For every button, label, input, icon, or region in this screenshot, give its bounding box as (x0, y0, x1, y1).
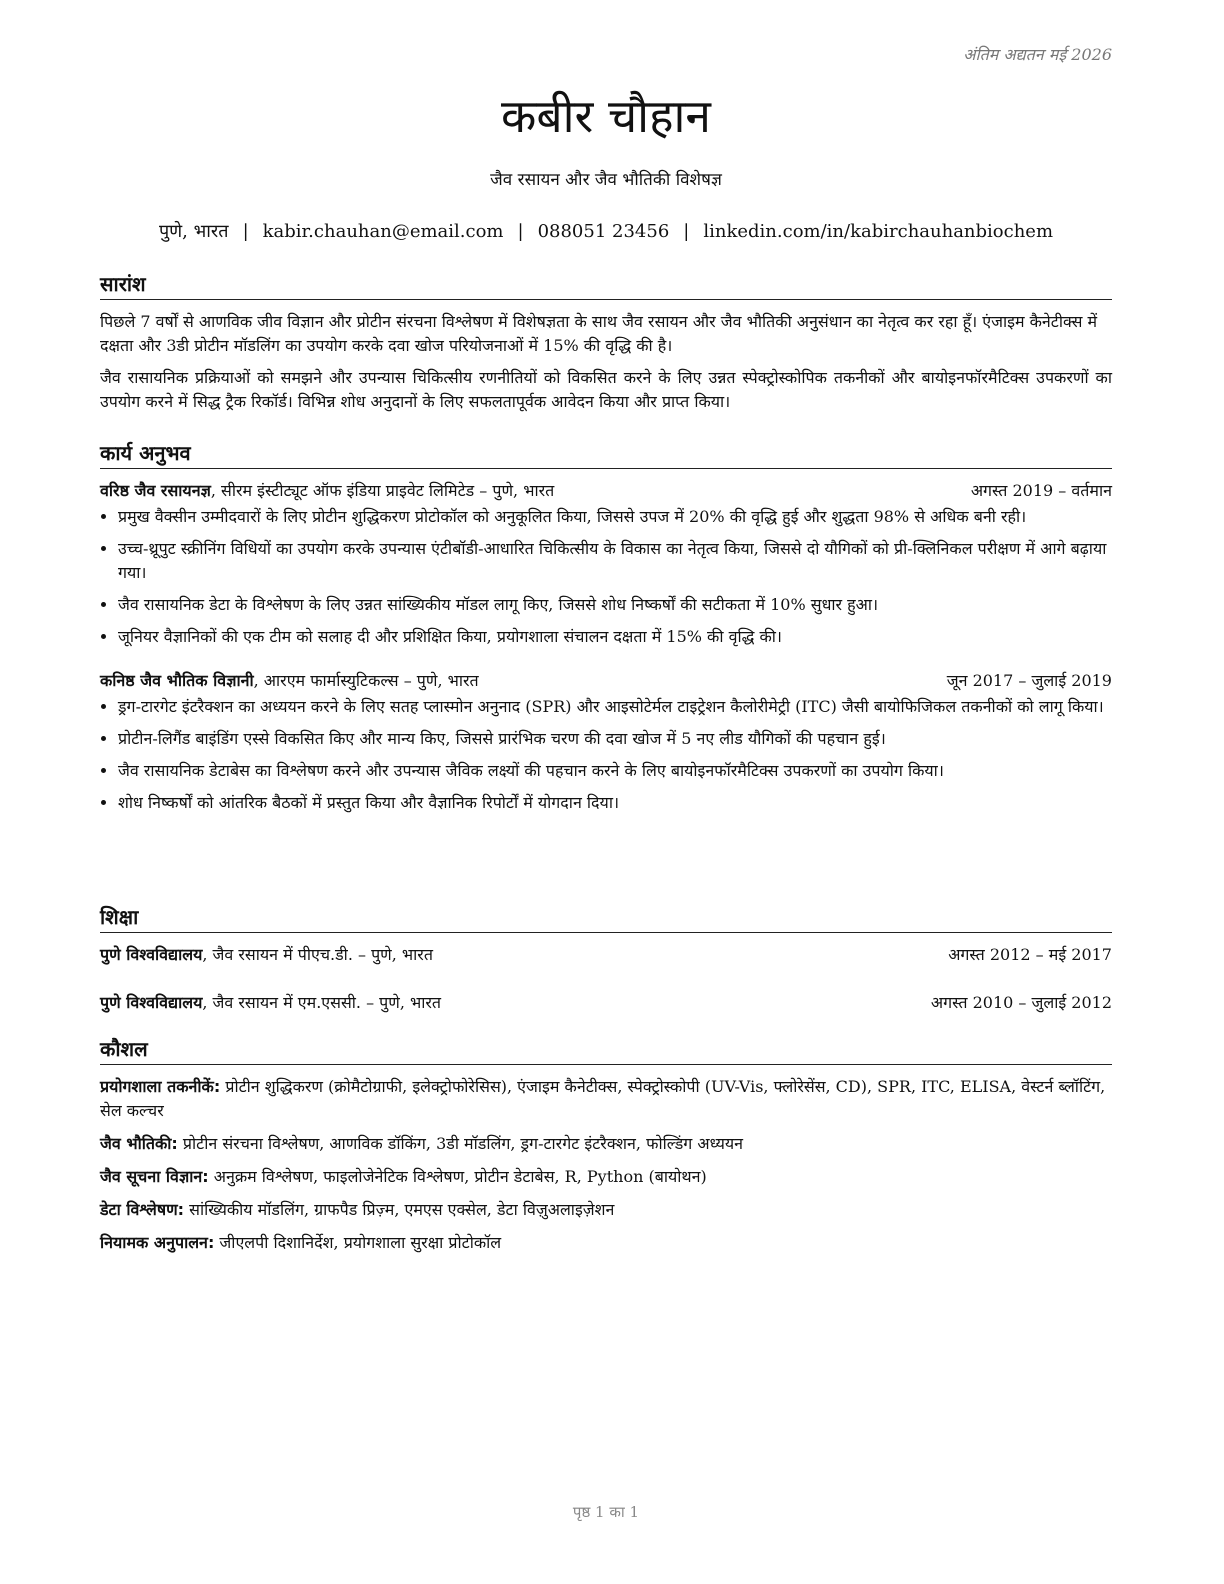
contact-phone[interactable]: 088051 23456 (537, 221, 670, 242)
experience-heading: कार्य अनुभव (100, 439, 1112, 469)
skill-text: जीएलपी दिशानिर्देश, प्रयोगशाला सुरक्षा प्रोटोकॉल (214, 1233, 502, 1252)
page-number: पृष्ठ 1 का 1 (572, 1503, 640, 1521)
education-heading: शिक्षा (100, 903, 1112, 933)
job-bullet: • प्रमुख वैक्सीन उम्मीदवारों के लिए प्रोटीन शुद्धिकरण प्रोटोकॉल को अनुकूलित किया, जिससे उपज में 20% की वृद्धि हुई और शुद्धता 98% से अधिक बनी रही। (118, 505, 1112, 529)
job-entry (100, 479, 1112, 649)
skill-row (100, 1198, 1112, 1222)
job-header (100, 669, 1112, 693)
job-role: वरिष्ठ जैव रसायनज्ञ (100, 481, 211, 500)
education-school: पुणे विश्वविद्यालय (100, 993, 203, 1012)
summary-paragraph: पिछले 7 वर्षों से आणविक जीव विज्ञान और प्रोटीन संरचना विश्लेषण में विशेषज्ञता के साथ जैव रसायन और जैव भौतिकी अनुसंधान का नेतृत्व कर रहा हूँ। एंजाइम कैनेटीक्स में दक्षता और 3डी प्रोटीन मॉडलिंग का उपयोग करके दवा खोज परियोजनाओं में 15% की वृद्धि की है। (100, 312, 1098, 355)
contact-separator: | (242, 221, 249, 242)
education-school: पुणे विश्वविद्यालय (100, 945, 203, 964)
skill-label: प्रयोगशाला तकनीकें: (100, 1077, 221, 1096)
skill-text: प्रोटीन शुद्धिकरण (क्रोमैटोग्राफी, इलेक्ट्रोफोरेसिस), एंजाइम कैनेटीक्स, स्पेक्ट्रोस्कोपी (UV-Vis, फ्लोरेसेंस, CD), SPR, ITC, ELISA, वेस्टर्न ब्लॉटिंग, सेल कल्चर (100, 1077, 1106, 1120)
education-dates: अगस्त 2010 – जुलाई 2012 (930, 993, 1112, 1012)
job-bullets (100, 695, 1112, 815)
education-section (100, 903, 1112, 1039)
last-updated: अंतिम अद्यतन मई 2026 (963, 45, 1112, 64)
job-bullet: • ड्रग-टारगेट इंटरैक्शन का अध्ययन करने के लिए सतह प्लास्मोन अनुनाद (SPR) और आइसोटेर्मल टाइट्रेशन कैलोरीमेट्री (ITC) जैसी बायोफिजिकल तकनीकों को लागू किया। (118, 695, 1112, 719)
education-degree: , जैव रसायन में पीएच.डी. – पुणे, भारत (202, 945, 433, 964)
contact-linkedin[interactable]: linkedin.com/in/kabirchauhanbiochem (703, 221, 1054, 242)
education-entry (100, 991, 1112, 1015)
skill-text: अनुक्रम विश्लेषण, फाइलोजेनेटिक विश्लेषण, प्रोटीन डेटाबेस, R, Python (बायोथन) (208, 1167, 707, 1186)
job-header (100, 479, 1112, 503)
job-entry (100, 669, 1112, 815)
skill-row (100, 1231, 1112, 1255)
skill-text: प्रोटीन संरचना विश्लेषण, आणविक डॉकिंग, 3डी मॉडलिंग, ड्रग-टारगेट इंटरैक्शन, फोल्डिंग अध्ययन (177, 1134, 744, 1153)
resume-page (100, 0, 1112, 1584)
job-bullet: • शोध निष्कर्षों को आंतरिक बैठकों में प्रस्तुत किया और वैज्ञानिक रिपोर्टों में योगदान दिया। (118, 791, 1112, 815)
job-bullets (100, 505, 1112, 649)
skill-label: जैव सूचना विज्ञान: (100, 1167, 209, 1186)
job-bullet: • जूनियर वैज्ञानिकों की एक टीम को सलाह दी और प्रशिक्षित किया, प्रयोगशाला संचालन दक्षता में 15% की वृद्धि की। (118, 625, 1112, 649)
job-bullet: • उच्च-थ्रूपुट स्क्रीनिंग विधियों का उपयोग करके उपन्यास एंटीबॉडी-आधारित चिकित्सीय के विकास का नेतृत्व किया, जिससे दो यौगिकों को प्री-क्लिनिकल परीक्षण में आगे बढ़ाया गया। (118, 537, 1112, 585)
summary-section (100, 270, 1112, 422)
education-entry (100, 943, 1112, 967)
skill-row (100, 1132, 1112, 1156)
job-bullet: • जैव रासायनिक डेटाबेस का विश्लेषण करने और उपन्यास जैविक लक्ष्यों की पहचान करने के लिए बायोइनफॉरमैटिक्स उपकरणों का उपयोग किया। (118, 759, 1112, 783)
experience-section (100, 439, 1112, 823)
skill-row (100, 1165, 1112, 1189)
skills-section (100, 1035, 1112, 1264)
summary-paragraph: जैव रासायनिक प्रक्रियाओं को समझने और उपन्यास चिकित्सीय रणनीतियों को विकसित करने के लिए उन्नत स्पेक्ट्रोस्कोपिक तकनीकों और बायोइनफॉरमैटिक्स उपकरणों का उपयोग करने में सिद्ध ट्रैक रिकॉर्ड। विभिन्न शोध अनुदानों के लिए सफलतापूर्वक आवेदन किया और प्राप्त किया। (100, 368, 1112, 411)
job-bullet: • प्रोटीन-लिगैंड बाइंडिंग एस्से विकसित किए और मान्य किए, जिससे प्रारंभिक चरण की दवा खोज में 5 नए लीड यौगिकों की पहचान हुई। (118, 727, 1112, 751)
skill-text: सांख्यिकीय मॉडलिंग, ग्राफपैड प्रिज़्म, एमएस एक्सेल, डेटा विज़ुअलाइज़ेशन (184, 1200, 615, 1219)
skill-row (100, 1075, 1112, 1123)
job-role: कनिष्ठ जैव भौतिक विज्ञानी (100, 671, 254, 690)
job-dates: अगस्त 2019 – वर्तमान (970, 481, 1112, 500)
job-bullet: • जैव रासायनिक डेटा के विश्लेषण के लिए उन्नत सांख्यिकीय मॉडल लागू किए, जिससे शोध निष्कर्षों की सटीकता में 10% सुधार हुआ। (118, 593, 1112, 617)
education-dates: अगस्त 2012 – मई 2017 (948, 945, 1112, 964)
contact-separator: | (517, 221, 524, 242)
candidate-subtitle: जैव रसायन और जैव भौतिकी विशेषज्ञ (490, 170, 722, 190)
skill-label: नियामक अनुपालन: (100, 1233, 215, 1252)
contact-location: पुणे, भारत (158, 221, 229, 242)
job-org: , आरएम फार्मास्युटिकल्स – पुणे, भारत (253, 671, 479, 690)
job-org: , सीरम इंस्टीट्यूट ऑफ इंडिया प्राइवेट लिमिटेड – पुणे, भारत (210, 481, 555, 500)
job-dates: जून 2017 – जुलाई 2019 (946, 671, 1112, 690)
skill-label: डेटा विश्लेषण: (100, 1200, 185, 1219)
education-degree: , जैव रसायन में एम.एससी. – पुणे, भारत (202, 993, 442, 1012)
contact-email[interactable]: kabir.chauhan@email.com (262, 221, 504, 242)
summary-heading: सारांश (100, 270, 1112, 300)
contact-separator: | (683, 221, 690, 242)
contact-line (100, 219, 1112, 243)
candidate-name: कबीर चौहान (501, 89, 711, 143)
skill-label: जैव भौतिकी: (100, 1134, 178, 1153)
skills-heading: कौशल (100, 1035, 1112, 1065)
